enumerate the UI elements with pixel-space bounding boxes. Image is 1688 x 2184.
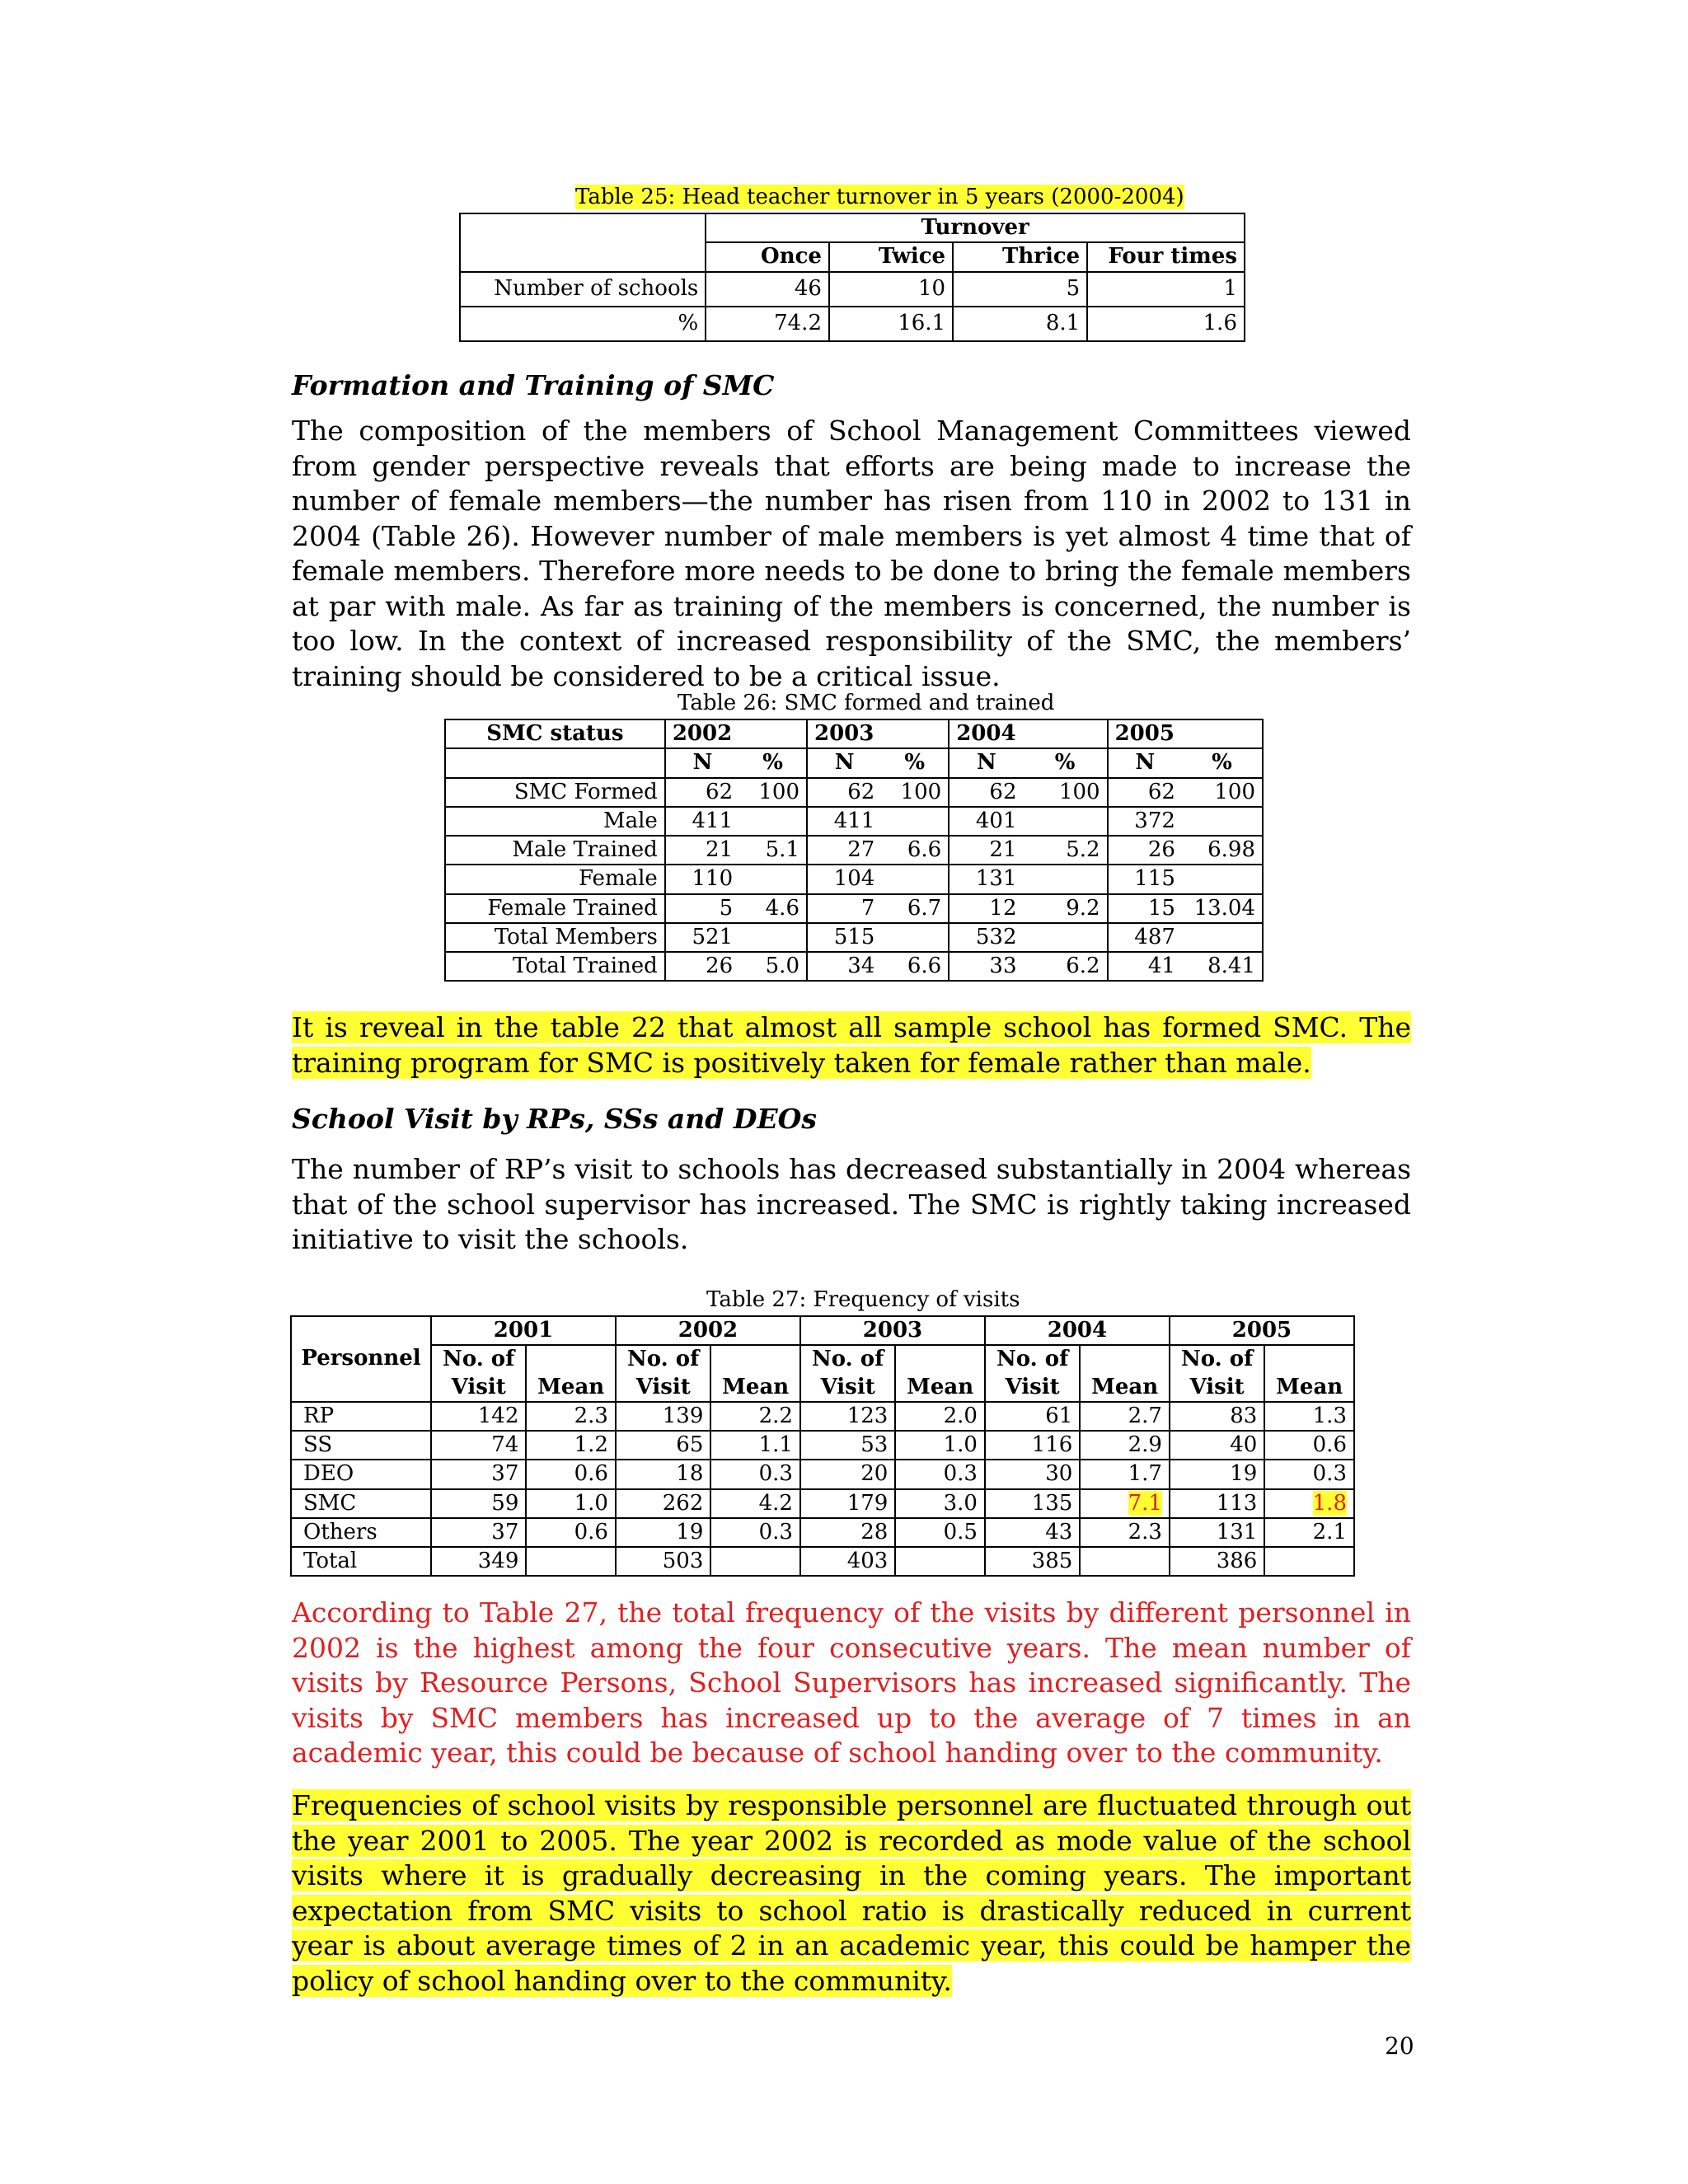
table26-year-row: [445, 719, 1263, 748]
highlighted-value: 7.1: [1128, 1490, 1162, 1516]
cell: 0.6: [1264, 1431, 1354, 1460]
cell: 10: [829, 272, 953, 307]
cell: [1182, 923, 1263, 952]
cell: 20: [800, 1460, 895, 1488]
cell: 30: [985, 1460, 1080, 1488]
cell: [1080, 1547, 1170, 1576]
cell: 487: [1108, 923, 1182, 952]
cell: [710, 1547, 800, 1576]
table27: [290, 1315, 1355, 1577]
cell: [881, 807, 949, 836]
cell: 1.0: [895, 1431, 985, 1460]
cell: 8.41: [1182, 952, 1263, 981]
cell: [1024, 923, 1108, 952]
cell: 403: [800, 1547, 895, 1576]
cell: 19: [1170, 1460, 1264, 1488]
cell: 4.6: [739, 894, 807, 923]
cell: 62: [807, 778, 881, 807]
cell: 262: [616, 1489, 710, 1518]
table-row: [445, 807, 1263, 836]
row-label: Male Trained: [445, 836, 665, 865]
cell: 100: [1024, 778, 1108, 807]
table25: [459, 213, 1245, 342]
cell: 61: [985, 1402, 1080, 1431]
section-heading-smc-formation: Formation and Training of SMC: [292, 369, 775, 401]
table25-col-header: Thrice: [953, 242, 1087, 271]
cell: 2.3: [1080, 1518, 1170, 1547]
cell: 521: [665, 923, 739, 952]
cell: 1.1: [710, 1431, 800, 1460]
cell: 46: [706, 272, 829, 307]
table26-caption: Table 26: SMC formed and trained: [678, 691, 1055, 715]
year-header: 2003: [800, 1316, 985, 1345]
cell: 6.6: [881, 952, 949, 981]
table-row: [291, 1431, 1354, 1460]
subheader-pct: %: [881, 748, 949, 777]
cell: 1.3: [1264, 1402, 1354, 1431]
cell: 532: [949, 923, 1023, 952]
cell: 5.1: [739, 836, 807, 865]
row-label: Others: [291, 1518, 431, 1547]
table-row: [291, 1489, 1354, 1518]
cell: 26: [665, 952, 739, 981]
row-label: RP: [291, 1402, 431, 1431]
cell: 386: [1170, 1547, 1264, 1576]
table-row: [460, 272, 1245, 307]
cell: 385: [985, 1547, 1080, 1576]
subheader-mean: Mean: [710, 1374, 800, 1402]
cell: 123: [800, 1402, 895, 1431]
table-row: [445, 952, 1263, 981]
cell: [895, 1547, 985, 1576]
cell: 5: [953, 272, 1087, 307]
cell: 0.6: [526, 1518, 616, 1547]
cell: [739, 807, 807, 836]
table27-caption: Table 27: Frequency of visits: [706, 1287, 1020, 1312]
cell: [1264, 1489, 1354, 1518]
year-header: 2003: [807, 719, 881, 748]
cell: 0.3: [710, 1518, 800, 1547]
cell: 74.2: [706, 307, 829, 341]
cell: 0.3: [710, 1460, 800, 1488]
row-label: SS: [291, 1431, 431, 1460]
cell: [1264, 1547, 1354, 1576]
cell: 6.98: [1182, 836, 1263, 865]
row-label: %: [460, 307, 706, 341]
cell: 6.7: [881, 894, 949, 923]
cell: 100: [881, 778, 949, 807]
cell: 15: [1108, 894, 1182, 923]
cell: [1182, 865, 1263, 893]
table-row: [291, 1518, 1354, 1547]
cell: 1.0: [526, 1489, 616, 1518]
cell: 6.6: [881, 836, 949, 865]
cell: 33: [949, 952, 1023, 981]
cell: 1: [1087, 272, 1245, 307]
cell: 2.9: [1080, 1431, 1170, 1460]
subheader-no-of: No. of: [1170, 1345, 1264, 1373]
subheader-no-of: No. of: [431, 1345, 526, 1373]
cell: 74: [431, 1431, 526, 1460]
row-label: Female: [445, 865, 665, 893]
subheader-no-of: No. of: [616, 1345, 710, 1373]
cell: 411: [665, 807, 739, 836]
row-label: Total Trained: [445, 952, 665, 981]
cell: 26: [1108, 836, 1182, 865]
cell: [739, 865, 807, 893]
subheader-n: N: [949, 748, 1023, 777]
cell: 2.2: [710, 1402, 800, 1431]
note-table27-highlight: Frequencies of school visits by responsible personnel are fluctuated through out the year 2001 to 2005. The year 2002 is recorded as mode value of the school visits where it is gradually decreasing in the coming years. The important expectation from SMC visits to school ratio is drastically reduced in current year is about average times of 2 in an academic year, this could be hamper the policy of school handing over to the community.: [292, 1789, 1411, 1997]
row-label: SMC Formed: [445, 778, 665, 807]
subheader-blank: [1080, 1345, 1170, 1373]
cell: 62: [949, 778, 1023, 807]
row-label: Male: [445, 807, 665, 836]
table-row: [291, 1402, 1354, 1431]
cell: 12: [949, 894, 1023, 923]
subheader-no-of: No. of: [800, 1345, 895, 1373]
cell: 100: [739, 778, 807, 807]
cell: 9.2: [1024, 894, 1108, 923]
subheader-pct: %: [739, 748, 807, 777]
cell: 116: [985, 1431, 1080, 1460]
subheader-blank: [1264, 1345, 1354, 1373]
subheader-n: N: [807, 748, 881, 777]
subheader-blank: [895, 1345, 985, 1373]
cell: 349: [431, 1547, 526, 1576]
subheader-visit: Visit: [800, 1374, 895, 1402]
page-number: 20: [1385, 2032, 1414, 2060]
cell: 1.7: [1080, 1460, 1170, 1488]
cell: 401: [949, 807, 1023, 836]
cell: 21: [949, 836, 1023, 865]
cell: 411: [807, 807, 881, 836]
table25-col-header: Twice: [829, 242, 953, 271]
table25-caption: Table 25: Head teacher turnover in 5 years (2000-2004): [575, 185, 1184, 209]
cell: [1080, 1489, 1170, 1518]
cell: 139: [616, 1402, 710, 1431]
table-row: [445, 894, 1263, 923]
cell: 8.1: [953, 307, 1087, 341]
subheader-blank: [710, 1345, 800, 1373]
cell: [881, 865, 949, 893]
paragraph-smc-formation: The composition of the members of School Management Committees viewed from gender perspective reveals that efforts are being made to increase the number of female members—the number has risen from 110 in 2002 to 131 in 2004 (Table 26). However number of male members is yet almost 4 time that of female members. Therefore more needs to be done to bring the female members at par with male. As far as training of the members is concerned, the number is too low. In the context of increased responsibility of the SMC, the members’ training should be considered to be a critical issue.: [292, 415, 1411, 692]
subheader-no-of: No. of: [985, 1345, 1080, 1373]
cell: 131: [1170, 1518, 1264, 1547]
cell: 5.2: [1024, 836, 1108, 865]
cell: [1182, 807, 1263, 836]
table25-group-header: Turnover: [706, 213, 1245, 242]
cell: 21: [665, 836, 739, 865]
subheader-visit: Visit: [1170, 1374, 1264, 1402]
cell: 13.04: [1182, 894, 1263, 923]
cell: 41: [1108, 952, 1182, 981]
section-heading-school-visit: School Visit by RPs, SSs and DEOs: [292, 1103, 817, 1135]
table27-sub-row1: [291, 1345, 1354, 1373]
table-row: [291, 1547, 1354, 1576]
table26: [444, 719, 1264, 982]
cell: 53: [800, 1431, 895, 1460]
subheader-mean: Mean: [895, 1374, 985, 1402]
table-row: [445, 923, 1263, 952]
table-row: [445, 836, 1263, 865]
subheader-mean: Mean: [1080, 1374, 1170, 1402]
table-row: [460, 307, 1245, 341]
cell: 1.6: [1087, 307, 1245, 341]
cell: 37: [431, 1460, 526, 1488]
cell: 62: [665, 778, 739, 807]
row-label: DEO: [291, 1460, 431, 1488]
table-row: [291, 1460, 1354, 1488]
subheader-visit: Visit: [616, 1374, 710, 1402]
cell: 0.6: [526, 1460, 616, 1488]
subheader-visit: Visit: [985, 1374, 1080, 1402]
cell: [1024, 865, 1108, 893]
cell: [526, 1547, 616, 1576]
cell: 27: [807, 836, 881, 865]
cell: 6.2: [1024, 952, 1108, 981]
cell: 2.3: [526, 1402, 616, 1431]
table25-col-header: Four times: [1087, 242, 1245, 271]
cell: 43: [985, 1518, 1080, 1547]
note-table27-red: According to Table 27, the total frequency of the visits by different personnel in 2002 is the highest among the four consecutive years. The mean number of visits by Resource Persons, School Supervisors has increased significantly. The visits by SMC members has increased up to the average of 7 times in an academic year, this could be because of school handing over to the community.: [292, 1596, 1411, 1769]
year-header: 2004: [985, 1316, 1170, 1345]
cell: 131: [949, 865, 1023, 893]
cell: 4.2: [710, 1489, 800, 1518]
subheader-mean: Mean: [1264, 1374, 1354, 1402]
cell: [881, 923, 949, 952]
paragraph-school-visit: The number of RP’s visit to schools has decreased substantially in 2004 whereas that of the school supervisor has increased. The SMC is rightly taking increased initiative to visit the schools.: [292, 1153, 1411, 1255]
cell: 3.0: [895, 1489, 985, 1518]
cell: 7: [807, 894, 881, 923]
cell: 113: [1170, 1489, 1264, 1518]
row-label: Total: [291, 1547, 431, 1576]
year-header: 2002: [665, 719, 739, 748]
cell: 40: [1170, 1431, 1264, 1460]
table27-sub-row2: [291, 1374, 1354, 1402]
cell: 37: [431, 1518, 526, 1547]
subheader-pct: %: [1182, 748, 1263, 777]
year-header: 2004: [949, 719, 1023, 748]
subheader-n: N: [665, 748, 739, 777]
cell: 2.0: [895, 1402, 985, 1431]
row-label: Total Members: [445, 923, 665, 952]
cell: 34: [807, 952, 881, 981]
cell: [1024, 807, 1108, 836]
note-table26: It is reveal in the table 22 that almost all sample school has formed SMC. The training program for SMC is positively taken for female rather than male.: [292, 1011, 1411, 1079]
cell: 115: [1108, 865, 1182, 893]
subheader-mean: Mean: [526, 1374, 616, 1402]
cell: 5: [665, 894, 739, 923]
subheader-blank: [526, 1345, 616, 1373]
cell: 18: [616, 1460, 710, 1488]
table27-personnel-header: Personnel: [291, 1316, 431, 1402]
highlighted-value: 1.8: [1312, 1490, 1347, 1516]
cell: 83: [1170, 1402, 1264, 1431]
cell: 515: [807, 923, 881, 952]
cell: 135: [985, 1489, 1080, 1518]
cell: 19: [616, 1518, 710, 1547]
table27-year-row: [291, 1316, 1354, 1345]
table-row: [445, 865, 1263, 893]
year-header: 2005: [1170, 1316, 1354, 1345]
table25-col-header: Once: [706, 242, 829, 271]
cell: 2.7: [1080, 1402, 1170, 1431]
row-label: Female Trained: [445, 894, 665, 923]
year-header: 2002: [616, 1316, 800, 1345]
cell: 28: [800, 1518, 895, 1547]
cell: 179: [800, 1489, 895, 1518]
subheader-visit: Visit: [431, 1374, 526, 1402]
year-header: 2005: [1108, 719, 1182, 748]
cell: 59: [431, 1489, 526, 1518]
cell: 0.3: [895, 1460, 985, 1488]
table26-subheader-row: [445, 748, 1263, 777]
cell: 5.0: [739, 952, 807, 981]
cell: 100: [1182, 778, 1263, 807]
subheader-pct: %: [1024, 748, 1108, 777]
cell: 104: [807, 865, 881, 893]
subheader-n: N: [1108, 748, 1182, 777]
cell: 0.3: [1264, 1460, 1354, 1488]
cell: 65: [616, 1431, 710, 1460]
cell: 503: [616, 1547, 710, 1576]
row-label: Number of schools: [460, 272, 706, 307]
table25-header-row: [460, 213, 1245, 242]
cell: 1.2: [526, 1431, 616, 1460]
row-label: SMC: [291, 1489, 431, 1518]
table-row: [445, 778, 1263, 807]
table26-status-header: SMC status: [445, 719, 665, 748]
cell: 142: [431, 1402, 526, 1431]
cell: 62: [1108, 778, 1182, 807]
year-header: 2001: [431, 1316, 616, 1345]
cell: 110: [665, 865, 739, 893]
cell: [739, 923, 807, 952]
cell: 0.5: [895, 1518, 985, 1547]
cell: 16.1: [829, 307, 953, 341]
cell: 2.1: [1264, 1518, 1354, 1547]
cell: 372: [1108, 807, 1182, 836]
